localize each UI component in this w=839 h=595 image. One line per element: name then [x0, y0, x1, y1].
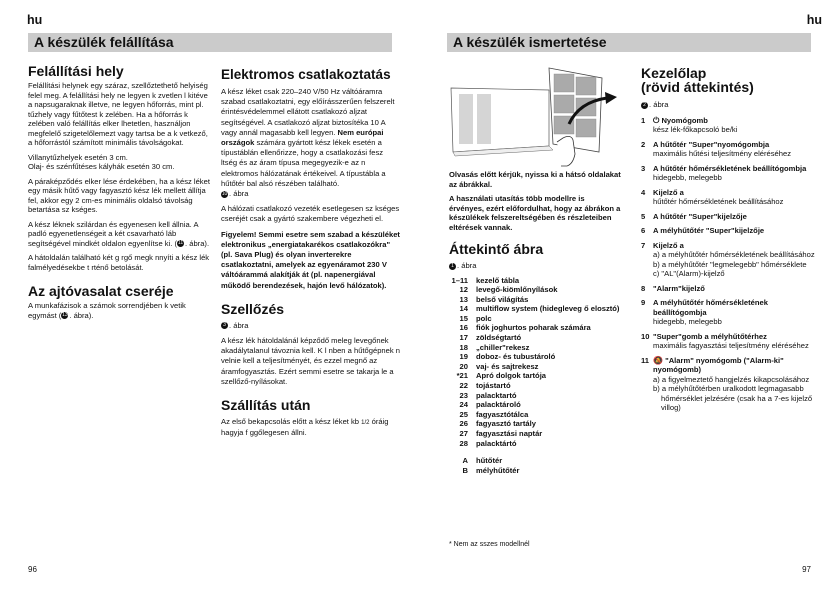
item-sub-point: b) a mélyhűtőtér "legmelegebb" hőmérséklete	[653, 259, 807, 269]
section-title-right: A készülék ismertetése	[447, 33, 811, 52]
item-number: 16	[459, 323, 468, 333]
control-item	[641, 226, 821, 236]
text: . ábra	[229, 189, 249, 199]
heading-door-hinge: Az ajtóvasalat cseréje	[28, 283, 174, 299]
list-item	[441, 400, 621, 410]
list-item	[441, 314, 621, 324]
paragraph: A hátoldalán található két g rgő megk nnyíti a kész lék falmélyedésekbe t rténő betolását.	[28, 253, 210, 272]
item-number: 24	[459, 400, 468, 410]
heading-after-transport: Szállítás után	[221, 397, 311, 414]
heading-ventilation: Szellőzés	[221, 300, 285, 317]
item-description: hidegebb, melegebb	[653, 173, 722, 182]
item-heading: A mélyhűtőtér "Super"kijelzője	[653, 226, 765, 235]
item-sub-point: c) "AL"(Alarm)-kijelző	[653, 269, 725, 278]
item-letter: B	[462, 465, 468, 475]
text: Villanytűzhelyek esetén 3 cm.	[28, 152, 128, 162]
item-number: 28	[459, 438, 468, 448]
figure-number-badge: 2	[641, 102, 648, 109]
item-number: 14	[459, 304, 468, 314]
text: . ábra	[457, 261, 477, 270]
control-item	[641, 332, 821, 351]
item-number: 8	[641, 283, 646, 293]
text: A kész léknek szilárdan és egyenesen kell állnia. A padló egyenetlenségeit a két csavarható láb segítségével mindkét oldalon egyenlítse ki. (	[28, 219, 199, 248]
figure-number-badge: 3	[221, 322, 228, 329]
text: A munkafázisok a számok sorrendjében k vetik egymást (	[28, 301, 186, 320]
item-heading: A hűtőtér "Super"kijelzője	[653, 211, 747, 221]
item-sub-point: a) a mélyhűtőtér hőmérsékletének beállításához	[653, 250, 815, 259]
parts-list	[441, 276, 621, 476]
list-item	[441, 333, 621, 343]
figure-number-badge: 1	[449, 263, 456, 270]
item-label: fiók joghurtos poharak számára	[476, 323, 591, 333]
item-number: 10	[641, 331, 650, 341]
paragraph	[28, 301, 210, 320]
item-number: 1–11	[451, 275, 468, 285]
item-label: palacktartó	[476, 390, 517, 400]
paragraph: A páraképződés elker lése érdekében, ha a kész léket egy másik hűtő vagy fagyasztó kész lék mellett állítja fel, akkor egy 2 cm-es minimális oldalsó távolság betartása sz kséges.	[28, 176, 210, 214]
item-label: levegő-kiömlőnyílások	[476, 285, 558, 295]
paragraph: A hálózati csatlakozó vezeték esetlegesen sz kséges cseréjét csak a gyártó szakembere végezheti el.	[221, 204, 400, 224]
paragraph	[449, 261, 621, 271]
item-label: mélyhűtőtér	[476, 465, 520, 475]
control-item	[641, 284, 821, 294]
item-number: 19	[459, 352, 468, 362]
item-number: *21	[456, 371, 468, 381]
page-number-right: 97	[802, 565, 811, 574]
item-heading: A mélyhűtőtér hőmérsékletének beállítógombja	[653, 298, 768, 317]
control-item	[641, 356, 821, 413]
language-code-right: hu	[806, 13, 822, 27]
list-item	[441, 343, 621, 353]
text: Nem európai országok	[221, 127, 384, 148]
item-number: 7	[641, 240, 646, 250]
item-number: 23	[459, 390, 468, 400]
page-number-left: 96	[28, 565, 37, 574]
text: Kezelőlap	[641, 65, 707, 81]
item-description: maximális fagyasztási teljesítmény eléréséhez	[653, 341, 809, 350]
item-description: hűtőtér hőmérsékletének beállításához	[653, 197, 784, 206]
list-item	[441, 295, 621, 305]
heading-electrical-connection: Elektromos csatlakoztatás	[221, 67, 391, 82]
control-item	[641, 298, 821, 327]
item-number: 4	[641, 187, 646, 197]
paragraph	[221, 87, 401, 199]
alarm-off-icon: 🔕	[653, 355, 663, 365]
item-label: multiflow system (hidegleveg ő elosztó)	[476, 304, 620, 314]
list-item	[441, 276, 621, 286]
item-heading: Kijelző a	[653, 187, 684, 197]
item-number: 5	[641, 211, 646, 221]
control-item	[641, 212, 821, 222]
paragraph: A kész lék hátoldalánál képződő meleg levegőnek akadálytalanul távoznia kell. K l nben a hűtőgépnek n velnie kell a teljesítményét, és ezzel megnő az áramfogyasztás. Ezért semmi esetre se takarja le a szellőző-nyílásokat.	[221, 336, 401, 386]
list-item	[441, 391, 621, 401]
control-item	[641, 116, 821, 135]
item-description: hidegebb, melegebb	[653, 317, 722, 326]
list-item	[441, 466, 621, 476]
list-item	[441, 419, 621, 429]
control-item	[641, 241, 821, 279]
paragraph: Felállítási helynek egy száraz, szellőztethető helyiség felel meg. A felállítási hely ne legyen k zvetlen l kitéve a napsugaraknak illetve, ne legyen hőforrás, mint pl. tűzhely vagy fűtőtest k zelében. Ha a hőforrás k zelében való felállítás elker lhetetlen, használjon megfelelő szigetelőlemezt vagy tartsa be a k vetkező, a hőforrástól számított minimális távolságokat.	[28, 81, 208, 147]
text: számára gyártott kész lékek esetén a típustáblán ellenőrizze, hogy a csatlakozási fesz ltség és az áram típusa megegyezik-e az n elektromos hálózatának értékeivel. A típustábla a hűtőtér bal alsó részében található.	[221, 138, 386, 188]
list-item	[441, 429, 621, 439]
list-item	[441, 362, 621, 372]
column-installation-site	[28, 64, 210, 325]
item-number: 3	[641, 163, 646, 173]
heading-control-panel	[641, 66, 821, 94]
list-item	[441, 371, 621, 381]
item-description: maximális hűtési teljesítmény eléréséhez	[653, 149, 792, 158]
item-heading: "Super"gomb a mélyhűtőtérhez	[653, 331, 767, 341]
item-label: fagyasztótálca	[476, 409, 529, 419]
text: (rövid áttekintés)	[641, 79, 754, 95]
item-heading: "Alarm" nyomógomb ("Alarm-ki" nyomógomb)	[653, 355, 784, 374]
item-label: zöldségtartó	[476, 333, 522, 343]
control-item	[641, 164, 821, 183]
item-number: 26	[459, 419, 468, 429]
column-overview	[449, 64, 621, 475]
item-number: 6	[641, 226, 646, 235]
item-number: 12	[459, 285, 468, 295]
item-number: 17	[459, 333, 468, 343]
item-label: fagyasztási naptár	[476, 429, 543, 438]
text: Olaj- és szénfűtéses kályhák esetén 30 cm.	[28, 162, 175, 171]
list-item	[441, 285, 621, 295]
text: . ábra).	[69, 310, 94, 320]
item-description: kész lék-főkapcsoló be/ki	[653, 125, 738, 134]
paragraph	[28, 220, 210, 249]
item-label: belső világítás	[476, 294, 529, 304]
footnote: * Nem az sszes modellnél	[449, 541, 530, 548]
item-label: palacktároló	[476, 400, 521, 410]
item-letter: A	[462, 456, 468, 466]
item-number: 22	[459, 381, 468, 391]
list-item	[441, 410, 621, 420]
list-item	[441, 304, 621, 314]
paragraph	[28, 153, 210, 172]
item-heading: Kijelző a	[653, 240, 684, 250]
item-label: polc	[476, 313, 492, 323]
item-sub-point: a) a figyelmeztető hangjelzés kikapcsolásához	[653, 374, 810, 384]
section-title-left: A készülék felállítása	[28, 33, 392, 52]
item-label: hűtőtér	[476, 456, 503, 466]
list-item	[441, 352, 621, 362]
item-heading: "Alarm"kijelző	[653, 283, 705, 293]
item-label: Apró dolgok tartója	[476, 371, 547, 381]
item-label: fagyasztó tartály	[476, 419, 536, 429]
open-manual-foldout-illustration	[449, 64, 621, 170]
fraction: 1/2	[361, 420, 370, 427]
list-item	[441, 439, 621, 449]
text: A kész léket csak 220–240 V/50 Hz váltóáramra szabad csatlakoztatni, egy előírásszerűen felszerelt érintésvédelemmel ellátott csatlakozó aljzat segítségével. A csatlakozó aljzat biztosítéka 10 A vagy annál magasabb kell legyen.	[221, 87, 395, 137]
item-number: 27	[459, 429, 468, 438]
item-label: doboz- és tubustároló	[476, 352, 556, 362]
item-label: tojástartó	[476, 381, 511, 391]
paragraph: Olvasás előtt kérjük, nyissa ki a hátsó oldalakat az ábrákkal.	[449, 170, 621, 189]
item-label: kezelő tábla	[476, 275, 520, 285]
text: Az első bekapcsolás előtt a kész léket kb	[221, 417, 362, 427]
column-control-panel	[641, 66, 821, 418]
text: . ábra	[649, 100, 669, 109]
control-item	[641, 140, 821, 159]
item-number: 13	[459, 294, 468, 304]
figure-number-badge: 13	[62, 312, 68, 318]
text: óráig hagyja f ggőlegesen állni.	[221, 417, 389, 438]
language-code-left: hu	[27, 13, 43, 27]
item-number: 11	[641, 355, 650, 365]
list-item	[441, 381, 621, 391]
warning-paragraph: Figyelem! Semmi esetre sem szabad a készüléket elektronikus „energiatakarékos csatlakozókra" (pl. Sava Plug) és olyan inverterekre csatlakoztatni, amelyek az egyenáramot 230 V váltóárammá alakítják át (pl. napenergiával működő berendezések, hajón levő hálózatok).	[221, 229, 400, 290]
text: . ábra	[229, 320, 249, 330]
heading-overview-diagram: Áttekintő ábra	[449, 241, 544, 257]
item-label: palacktártó	[476, 438, 517, 448]
item-number: 18	[459, 342, 468, 352]
item-label: vaj- és sajtrekesz	[476, 361, 539, 371]
item-number: 25	[459, 409, 468, 419]
item-sub-point: b) a mélyhűtőtérben uralkodott legmagasabb hőmérséklet jelzésére (csak ha a 7-es kijelző villog)	[653, 384, 813, 412]
power-icon: ⏻	[653, 115, 660, 125]
item-number: 15	[459, 313, 468, 323]
item-number: 1	[641, 115, 646, 125]
paragraph	[221, 321, 401, 331]
list-item	[441, 323, 621, 333]
heading-installation-site: Felállítási hely	[28, 63, 124, 79]
paragraph	[221, 417, 401, 438]
paragraph	[641, 100, 821, 110]
item-heading: A hűtőtér "Super"nyomógombja	[653, 139, 770, 149]
item-heading: A hűtőtér hőmérsékletének beállítógombja	[653, 163, 807, 173]
column-electrical	[221, 67, 401, 443]
item-label: „chiller"rekesz	[476, 342, 530, 352]
item-number: 20	[459, 361, 468, 371]
paragraph: A használati utasítás több modellre is érvényes, ezért előfordulhat, hogy az ábrákon a készülékek felszereltségében és részleteiben eltérések vannak.	[449, 194, 621, 232]
item-number: 2	[641, 139, 646, 149]
list-item	[441, 456, 621, 466]
item-number: 9	[641, 298, 646, 307]
figure-number-badge: 10	[221, 190, 228, 197]
item-heading: Nyomógomb	[661, 115, 708, 125]
figure-number-badge: 11	[177, 240, 184, 246]
text: . ábra).	[185, 238, 210, 248]
control-item	[641, 188, 821, 207]
